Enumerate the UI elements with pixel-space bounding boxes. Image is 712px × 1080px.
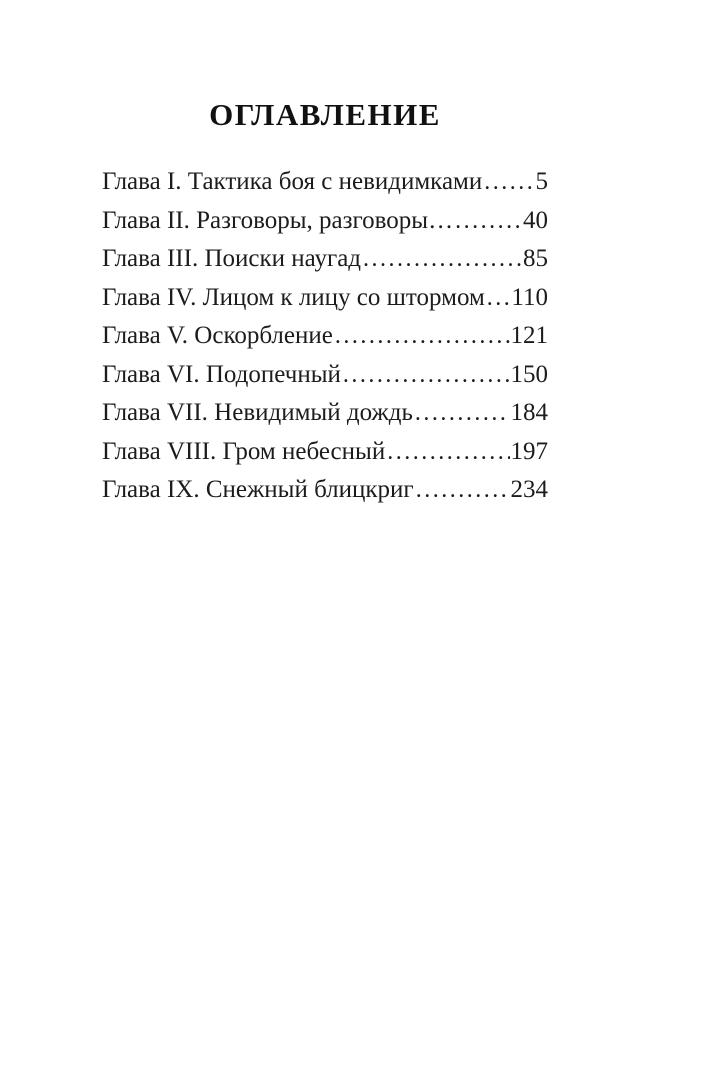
toc-entry-label: Глава VI. Подопечный	[102, 360, 341, 388]
toc-entry-label: Глава VII. Невидимый дождь	[102, 399, 413, 426]
toc-entry-label: Глава IX. Снежный блицкриг	[102, 476, 414, 503]
toc-entry-page-number: 184	[510, 399, 548, 426]
toc-content-column	[102, 0, 548, 510]
toc-entry	[102, 394, 548, 433]
toc-entry-page-number: 110	[511, 283, 548, 311]
toc-leader-dots	[414, 471, 510, 510]
toc-entry-page-number: 197	[510, 437, 548, 465]
toc-entry-page-number: 150	[510, 360, 548, 388]
toc-entry-label: Глава IV. Лицом к лицу со штормом	[102, 283, 485, 311]
toc-leader-dots	[485, 279, 511, 318]
toc-entry-page-number: 85	[523, 245, 548, 272]
toc-entry-page-number: 121	[510, 322, 548, 349]
toc-entry	[102, 240, 548, 279]
toc-entry-label: Глава III. Поиски наугад	[102, 245, 362, 272]
toc-entry	[102, 317, 548, 356]
toc-entry	[102, 471, 548, 510]
toc-entry	[102, 202, 548, 241]
toc-leader-dots	[333, 317, 510, 356]
toc-leader-dots	[361, 240, 522, 279]
toc-entry-label: Глава VIII. Гром небесный	[102, 437, 386, 465]
toc-entry	[102, 433, 548, 472]
toc-entry	[102, 279, 548, 318]
toc-leader-dots	[413, 394, 510, 433]
toc-entry-page-number: 5	[535, 168, 548, 195]
toc-list	[102, 163, 548, 510]
toc-entry-label: Глава I. Тактика боя с невидимками	[102, 168, 483, 195]
toc-entry-label: Глава II. Разговоры, разговоры…	[102, 206, 454, 234]
toc-entry	[102, 163, 548, 202]
toc-entry-page-number: 40	[523, 206, 548, 234]
toc-entry	[102, 356, 548, 395]
toc-entry-label: Глава V. Оскорбление	[102, 322, 333, 349]
toc-leader-dots	[453, 202, 522, 241]
toc-leader-dots	[341, 356, 510, 395]
toc-leader-dots	[385, 433, 509, 472]
page-title: ОГЛАВЛЕНИЕ	[209, 97, 441, 132]
toc-entry-page-number: 234	[510, 476, 548, 503]
toc-leader-dots	[482, 163, 534, 202]
